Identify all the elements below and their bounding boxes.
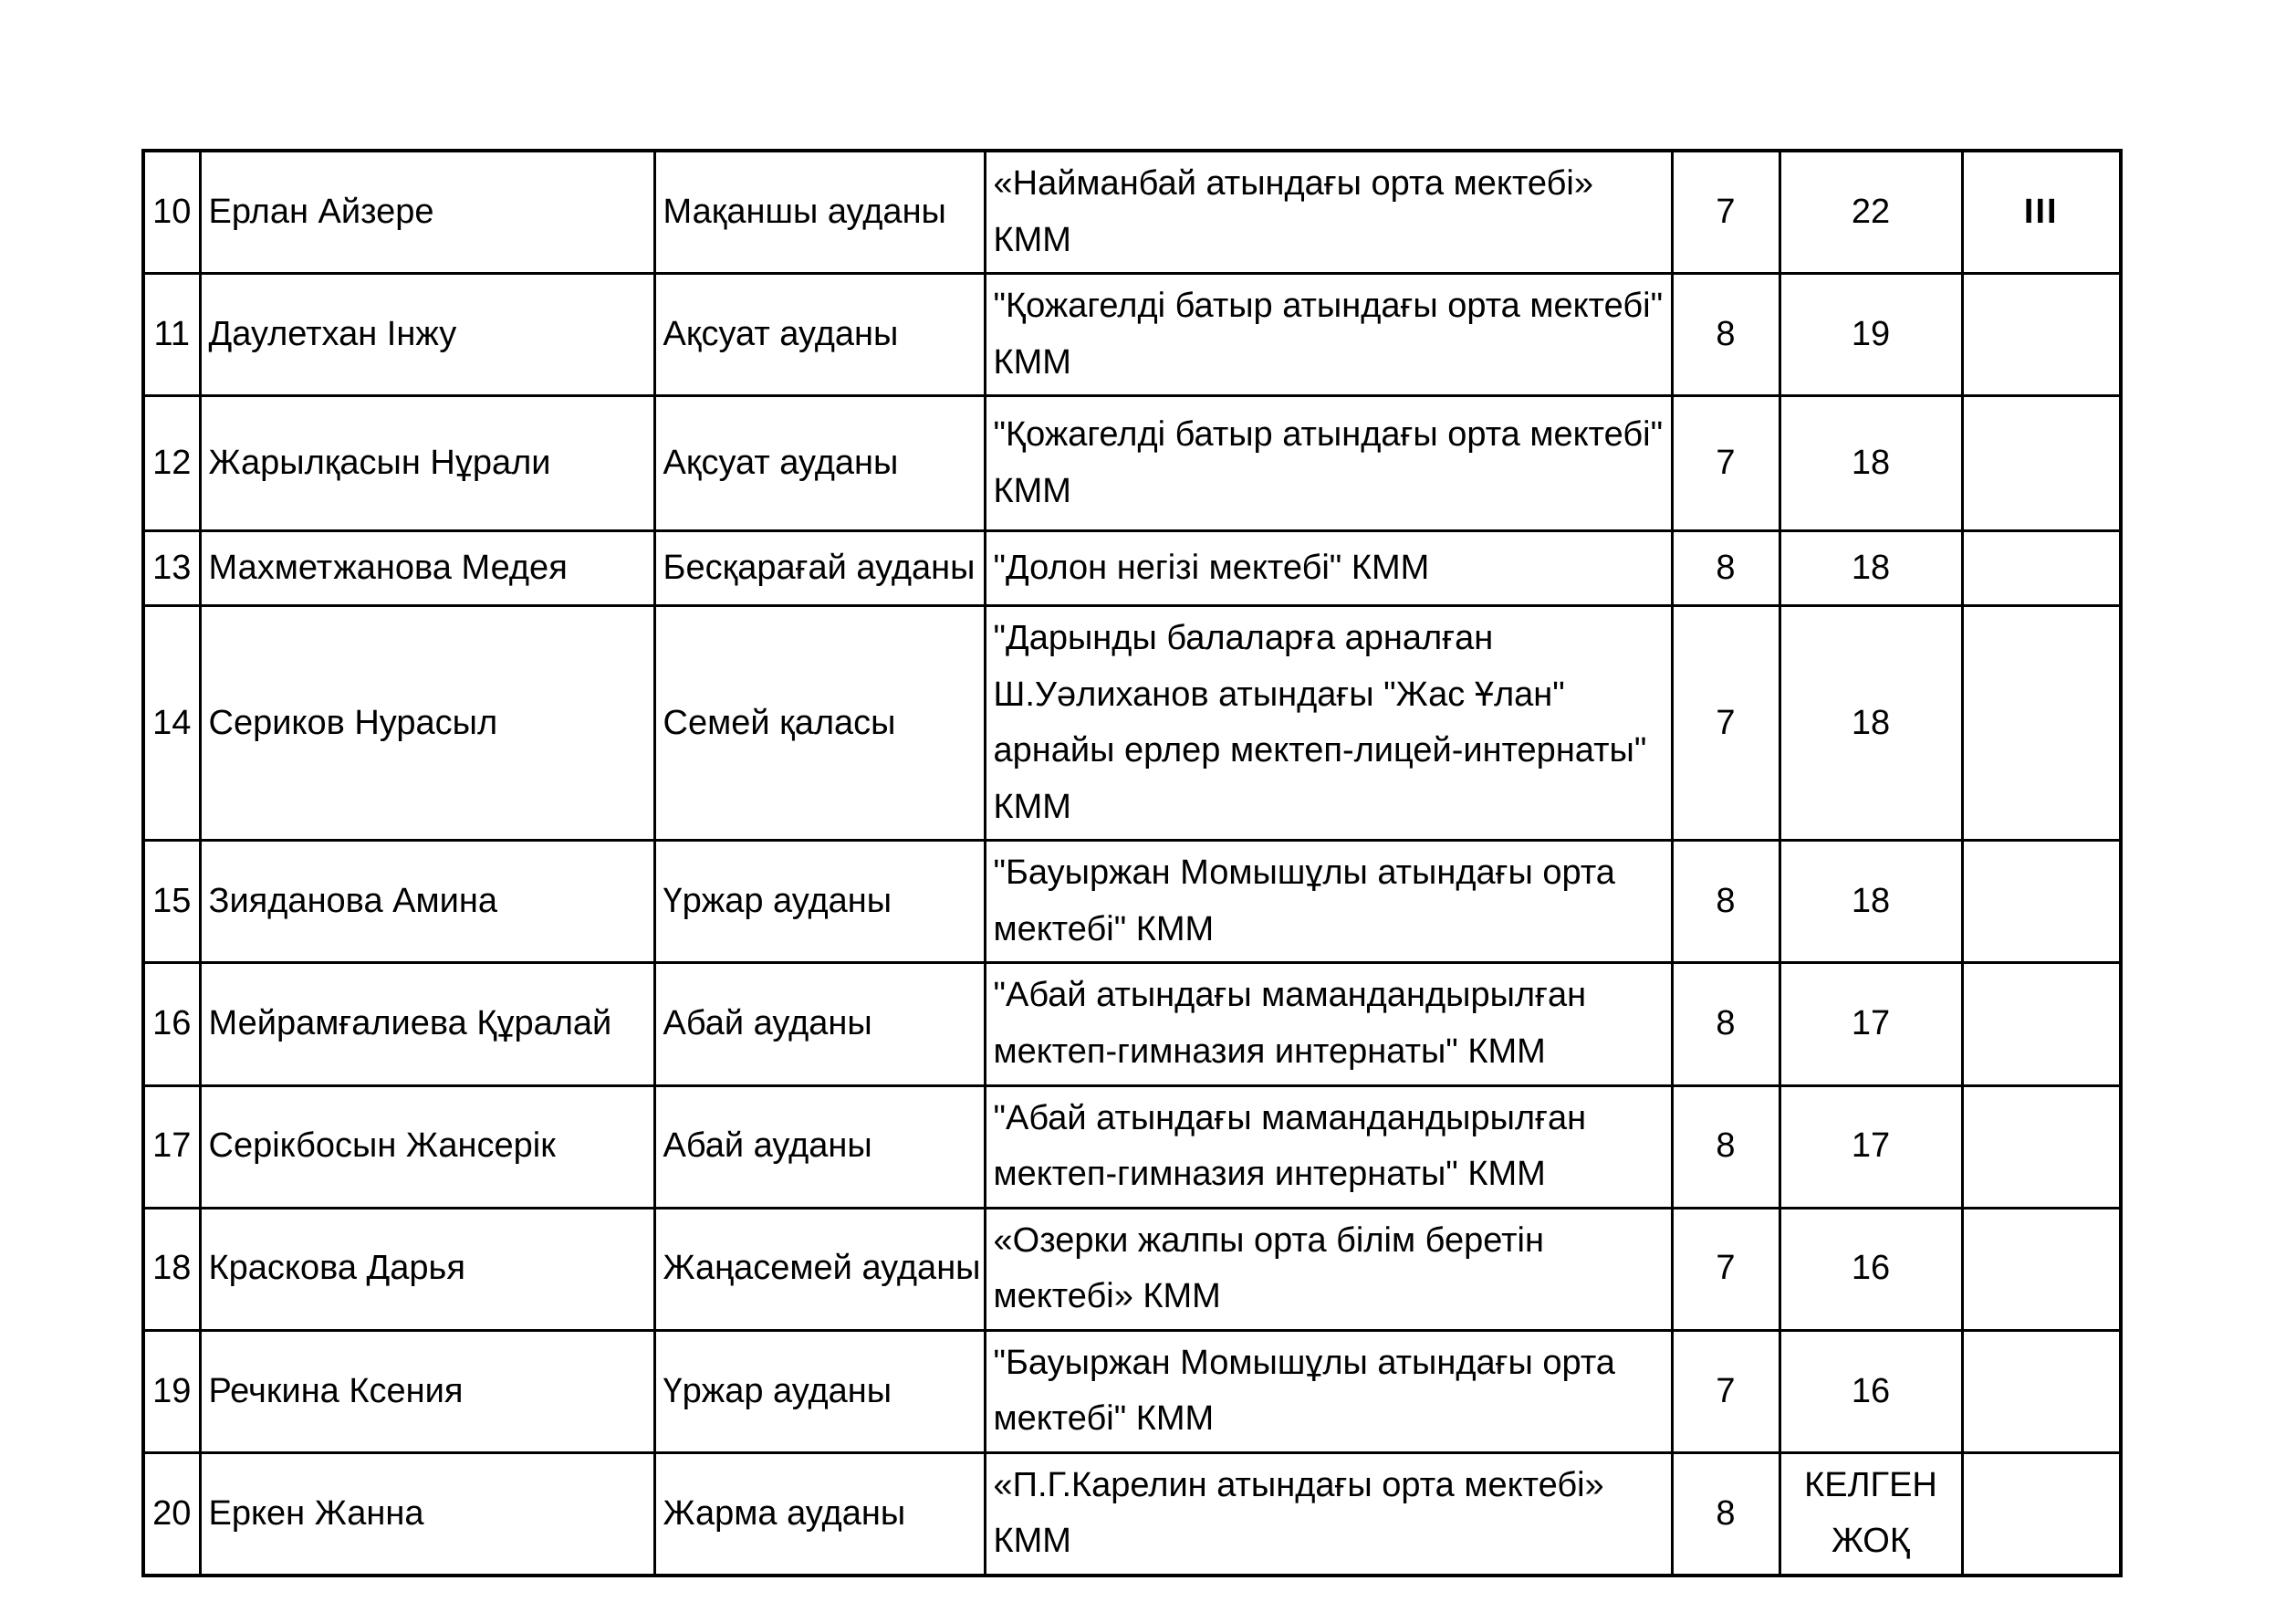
place	[1962, 1208, 2121, 1330]
place	[1962, 1452, 2121, 1576]
row-number: 17	[143, 1085, 200, 1208]
row-number: 10	[143, 151, 200, 274]
school: "Қожагелді батыр атындағы орта мектебі" КММ	[985, 274, 1672, 396]
grade: 7	[1672, 396, 1779, 531]
student-name: Зияданова Амина	[200, 841, 654, 963]
district: Жаңасемей ауданы	[654, 1208, 985, 1330]
district: Семей қаласы	[654, 606, 985, 841]
row-number: 11	[143, 274, 200, 396]
score: 16	[1779, 1330, 1962, 1452]
grade: 8	[1672, 1452, 1779, 1576]
school: "Дарынды балаларға арналған Ш.Уәлиханов атындағы "Жас Ұлан" арнайы ерлер мектеп-лицей-интернаты" КММ	[985, 606, 1672, 841]
place	[1962, 606, 2121, 841]
table-row	[143, 1330, 2121, 1452]
school: «Озерки жалпы орта білім беретін мектебі» КММ	[985, 1208, 1672, 1330]
table-row	[143, 1208, 2121, 1330]
grade: 7	[1672, 606, 1779, 841]
student-name: Серікбосын Жансерік	[200, 1085, 654, 1208]
score: 18	[1779, 841, 1962, 963]
grade: 8	[1672, 274, 1779, 396]
score: 18	[1779, 606, 1962, 841]
place	[1962, 396, 2121, 531]
place: III	[1962, 151, 2121, 274]
place	[1962, 274, 2121, 396]
student-name: Речкина Ксения	[200, 1330, 654, 1452]
school: "Абай атындағы мамандандырылған мектеп-гимназия интернаты" КММ	[985, 963, 1672, 1085]
score: 17	[1779, 963, 1962, 1085]
student-name: Сериков Нурасыл	[200, 606, 654, 841]
grade: 8	[1672, 1085, 1779, 1208]
school: "Долон негізі мектебі" КММ	[985, 531, 1672, 606]
school: "Бауыржан Момышұлы атындағы орта мектебі" КММ	[985, 841, 1672, 963]
student-name: Мейрамғалиева Құралай	[200, 963, 654, 1085]
score: 18	[1779, 396, 1962, 531]
district: Бесқарағай ауданы	[654, 531, 985, 606]
table-row	[143, 606, 2121, 841]
school: "Қожагелді батыр атындағы орта мектебі" КММ	[985, 396, 1672, 531]
grade: 7	[1672, 1208, 1779, 1330]
grade: 7	[1672, 151, 1779, 274]
results-table	[141, 149, 2123, 1577]
student-name: Махметжанова Медея	[200, 531, 654, 606]
grade: 8	[1672, 963, 1779, 1085]
district: Үржар ауданы	[654, 1330, 985, 1452]
student-name: Даулетхан Інжу	[200, 274, 654, 396]
score: КЕЛГЕН ЖОҚ	[1779, 1452, 1962, 1576]
place	[1962, 1330, 2121, 1452]
score: 16	[1779, 1208, 1962, 1330]
student-name: Жарылқасын Нұрали	[200, 396, 654, 531]
table-row	[143, 1085, 2121, 1208]
row-number: 14	[143, 606, 200, 841]
grade: 8	[1672, 841, 1779, 963]
school: "Абай атындағы мамандандырылған мектеп-гимназия интернаты" КММ	[985, 1085, 1672, 1208]
district: Жарма ауданы	[654, 1452, 985, 1576]
place	[1962, 963, 2121, 1085]
score: 18	[1779, 531, 1962, 606]
school: «Найманбай атындағы орта мектебі» КММ	[985, 151, 1672, 274]
row-number: 15	[143, 841, 200, 963]
grade: 7	[1672, 1330, 1779, 1452]
row-number: 18	[143, 1208, 200, 1330]
row-number: 16	[143, 963, 200, 1085]
district: Ақсуат ауданы	[654, 396, 985, 531]
district: Абай ауданы	[654, 1085, 985, 1208]
district: Ақсуат ауданы	[654, 274, 985, 396]
district: Мақаншы ауданы	[654, 151, 985, 274]
score: 22	[1779, 151, 1962, 274]
student-name: Краскова Дарья	[200, 1208, 654, 1330]
table-row	[143, 1452, 2121, 1576]
place	[1962, 841, 2121, 963]
score: 17	[1779, 1085, 1962, 1208]
district: Үржар ауданы	[654, 841, 985, 963]
school: «П.Г.Карелин атындағы орта мектебі» КММ	[985, 1452, 1672, 1576]
grade: 8	[1672, 531, 1779, 606]
score: 19	[1779, 274, 1962, 396]
table-row	[143, 531, 2121, 606]
row-number: 13	[143, 531, 200, 606]
student-name: Еркен Жанна	[200, 1452, 654, 1576]
table-row	[143, 841, 2121, 963]
row-number: 19	[143, 1330, 200, 1452]
student-name: Ерлан Айзере	[200, 151, 654, 274]
table-row	[143, 151, 2121, 274]
table-row	[143, 396, 2121, 531]
table-row	[143, 963, 2121, 1085]
row-number: 12	[143, 396, 200, 531]
place	[1962, 1085, 2121, 1208]
place	[1962, 531, 2121, 606]
district: Абай ауданы	[654, 963, 985, 1085]
row-number: 20	[143, 1452, 200, 1576]
school: "Бауыржан Момышұлы атындағы орта мектебі" КММ	[985, 1330, 1672, 1452]
table-row	[143, 274, 2121, 396]
